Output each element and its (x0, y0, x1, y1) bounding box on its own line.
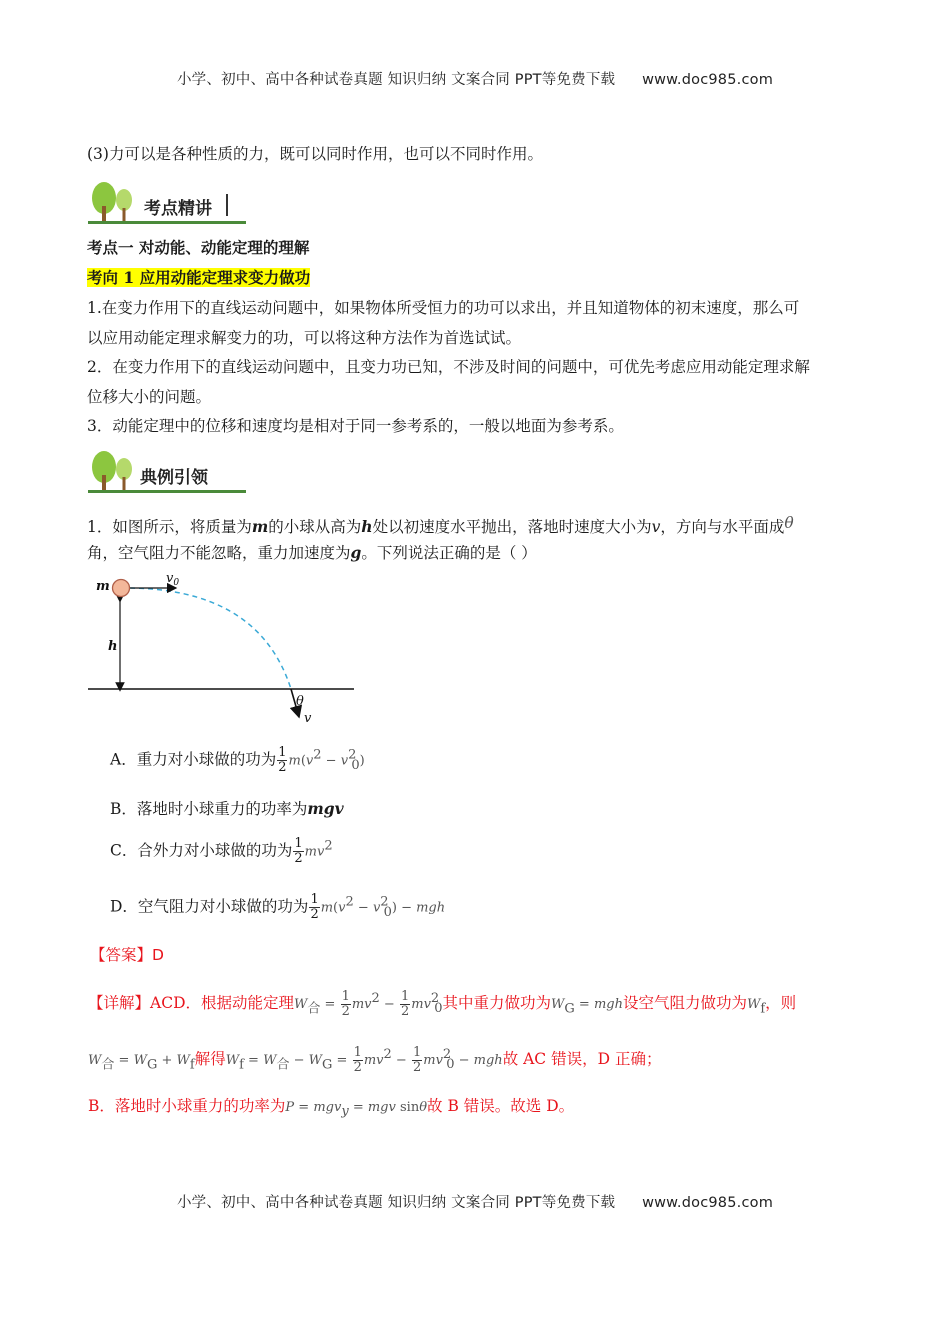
var-theta: θ (784, 514, 794, 532)
exp-text: 其中重力做功为 (442, 994, 551, 1013)
option-b-expr: mgv (307, 799, 344, 818)
q-text: 处以初速度水平抛出，落地时速度大小为 (372, 518, 652, 536)
var-v: v (651, 518, 661, 536)
label-m: m (96, 579, 110, 594)
tree-icon (88, 178, 138, 224)
section2-label: 典例引领 (140, 468, 208, 488)
footer-text: 小学、初中、高中各种试卷真题 知识归纳 文案合同 PPT等免费下载 (176, 1195, 616, 1211)
fraction: $\frac{1}{2}$ (353, 1044, 362, 1075)
trajectory-curve (121, 588, 291, 689)
explanation-line-1: 【详解】ACD．根据动能定理$W_合$ = $\frac{1}{2}$ $mv^2$ − $\frac{1}{2}$ $mv^2_0$其中重力做功为$W_G$ = mgh设空气阻力做功为$W_f$，则 (88, 988, 797, 1019)
exp-text: B．落地时小球重力的功率为 (88, 1097, 286, 1115)
var-h: h (361, 517, 373, 536)
direction-title: 考向 1 应用动能定理求变力做功 (87, 268, 311, 287)
var-m: m (251, 517, 269, 536)
point-line-5: 3．动能定理中的位移和速度均是相对于同一参考系的，一般以地面为参考系。 (87, 417, 624, 435)
question-line-2 (87, 538, 867, 568)
projectile-figure (88, 568, 368, 728)
point-line-1: 1.在变力作用下的直线运动问题中，如果物体所受恒力的功可以求出，并且知道物体的初末速度，那么可 (87, 299, 800, 317)
option-a: A．重力对小球做的功为 $\frac{1}{2}$ $m(v^2 - v^2_0)$ (110, 745, 365, 775)
q-text: 。下列说法正确的是（ ） (361, 544, 537, 562)
label-h: h (108, 639, 118, 654)
exp-text: ，则 (765, 994, 797, 1013)
footer-site: www.doc985.com (642, 1195, 774, 1211)
ball (113, 580, 130, 597)
option-b (110, 797, 344, 819)
fraction: $\frac{1}{2}$ (310, 892, 319, 922)
option-c-text: C．合外力对小球做的功为 (110, 841, 293, 860)
section2-underline (88, 490, 246, 493)
fraction: $\frac{1}{2}$ (400, 988, 410, 1019)
exp-text: 故 B 错误。故选 D。 (427, 1097, 575, 1115)
fraction: $\frac{1}{2}$ (412, 1044, 422, 1075)
q-text: 的小球从高为 (268, 518, 362, 536)
section-label-kaodian (88, 178, 248, 224)
direction-title-wrap (87, 263, 867, 293)
q-text: 1．如图所示，将质量为 (87, 518, 252, 536)
fraction: $\frac{1}{2}$ (341, 988, 350, 1019)
exp-text: 设空气阻力做功为 (622, 994, 747, 1013)
answer-line (90, 940, 870, 970)
var-g: g (350, 543, 362, 562)
tree-icon (88, 447, 138, 493)
page-footer (0, 1191, 950, 1212)
exp-text: 解得 (194, 1050, 226, 1069)
point-line-4: 位移大小的问题。 (87, 388, 212, 406)
answer-tag: 【答案】 (90, 946, 153, 964)
option-d: D．空气阻力对小球做的功为 $\frac{1}{2}$ $m(v^2 - v^2_0)$ − mgh (110, 892, 446, 922)
exp-text: ACD．根据动能定理 (150, 994, 294, 1013)
option-d-text: D．空气阻力对小球做的功为 (110, 897, 309, 916)
label-v: v (304, 711, 312, 726)
explanation-line-2: $W_合 = W_G + W_f$解得$W_f = W_合 - W_G$ = $\frac{1}{2}$ $mv^2$ − $\frac{1}{2}$ $mv^2_0$ − mgh故 AC 错误，D 正确； (88, 1044, 662, 1075)
page-header (0, 68, 950, 89)
section1-underline (88, 221, 246, 224)
answer-value: D (152, 946, 164, 964)
explanation-tag: 【详解】 (88, 994, 151, 1013)
section-label-dianli (88, 447, 248, 493)
question-line-1 (87, 508, 867, 542)
explanation-line-3: B．落地时小球重力的功率为P = mgv$_y$ = mgv sinθ故 B 错误。故选 D。 (88, 1097, 575, 1120)
intro-line: (3)力可以是各种性质的力，既可以同时作用，也可以不同时作用。 (87, 145, 543, 163)
option-a-text: A．重力对小球做的功为 (110, 750, 277, 769)
label-v0: $v_0$ (166, 571, 180, 588)
label-theta: θ (296, 694, 304, 709)
topic-title: 考点一 对动能、动能定理的理解 (87, 238, 310, 257)
fraction: $\frac{1}{2}$ (294, 836, 303, 866)
exp-text: 故 AC 错误，D 正确； (502, 1050, 662, 1069)
point-line-2: 以应用动能定理求解变力的功，可以将这种方法作为首选试试。 (87, 329, 522, 347)
header-text: 小学、初中、高中各种试卷真题 知识归纳 文案合同 PPT等免费下载 (176, 72, 616, 88)
header-site: www.doc985.com (642, 72, 774, 88)
fraction: $\frac{1}{2}$ (278, 745, 287, 775)
point-line-3: 2．在变力作用下的直线运动问题中，且变力功已知，不涉及时间的问题中，可优先考虑应用动能定理求解 (87, 358, 810, 376)
section1-label: 考点精讲 (144, 199, 212, 219)
option-b-text: B．落地时小球重力的功率为 (110, 800, 308, 818)
cursor-bar (226, 194, 228, 216)
q-text: ，方向与水平面成 (660, 518, 785, 536)
option-c: C．合外力对小球做的功为 $\frac{1}{2}$ $mv^2$ (110, 836, 333, 866)
q-text: 角，空气阻力不能忽略，重力加速度为 (87, 544, 351, 562)
